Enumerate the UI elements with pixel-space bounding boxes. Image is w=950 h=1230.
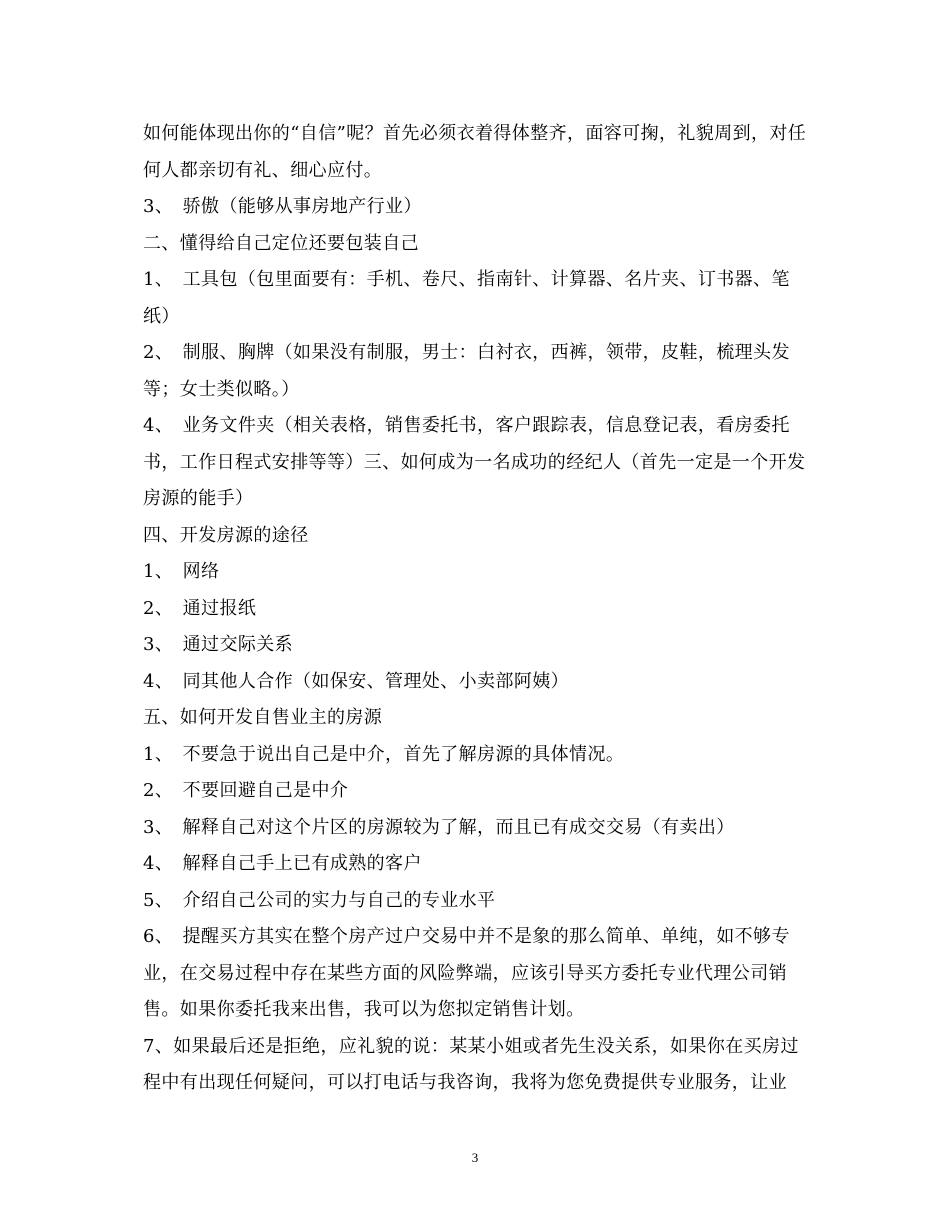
section-heading: 二、懂得给自己定位还要包装自己 bbox=[143, 232, 419, 254]
paragraph: 1、 工具包（包里面要有：手机、卷尺、指南针、计算器、名片夹、订书器、笔纸） bbox=[143, 269, 790, 327]
list-item: 3、 解释自己对这个片区的房源较为了解，而且已有成交交易（有卖出） bbox=[143, 816, 735, 838]
list-item: 6、 提醒买方其实在整个房产过户交易中并不是象的那么简单、单纯，如不够专业，在交易过程中存在某些方面的风险弊端，应该引导买方委托专业代理公司销售。如果你委托我来出售，我可以为您拟定销售计划。 bbox=[143, 926, 790, 1020]
list-item: 4、 同其他人合作（如保安、管理处、小卖部阿姨） bbox=[143, 670, 570, 692]
section-heading: 五、如何开发自售业主的房源 bbox=[143, 707, 383, 728]
list-item: 5、 介绍自己公司的实力与自己的专业水平 bbox=[143, 889, 496, 911]
paragraph: 如何能体现出你的“自信”呢？首先必须衣着得体整齐，面容可掬，礼貌周到，对任何人都亲切有礼、细心应付。 bbox=[143, 123, 807, 181]
paragraph: 2、 制服、胸牌（如果没有制服，男士：白衬衣，西裤，领带，皮鞋，梳理头发等；女士类似略。） bbox=[143, 342, 790, 400]
list-item: 4、 解释自己手上已有成熟的客户 bbox=[143, 853, 422, 874]
paragraph: 4、 业务文件夹（相关表格，销售委托书，客户跟踪表，信息登记表，看房委托书，工作日程式安排等等）三、如何成为一名成功的经纪人（首先一定是一个开发房源的能手） bbox=[143, 415, 806, 509]
list-item: 2、 通过报纸 bbox=[143, 597, 257, 619]
page-number: 3 bbox=[471, 1150, 479, 1165]
paragraph: 3、 骄傲（能够从事房地产行业） bbox=[143, 196, 422, 217]
section-heading: 四、开发房源的途径 bbox=[143, 524, 309, 546]
list-item: 1、 网络 bbox=[143, 561, 220, 582]
list-item: 7、如果最后还是拒绝，应礼貌的说：某某小姐或者先生没关系，如果你在买房过程中有出现任何疑问，可以打电话与我咨询，我将为您免费提供专业服务，让业 bbox=[143, 1035, 799, 1093]
list-item: 1、 不要急于说出自己是中介，首先了解房源的具体情况。 bbox=[143, 743, 625, 765]
list-item: 2、 不要回避自己是中介 bbox=[143, 780, 349, 801]
list-item: 3、 通过交际关系 bbox=[143, 634, 294, 655]
document-body bbox=[143, 116, 807, 1102]
